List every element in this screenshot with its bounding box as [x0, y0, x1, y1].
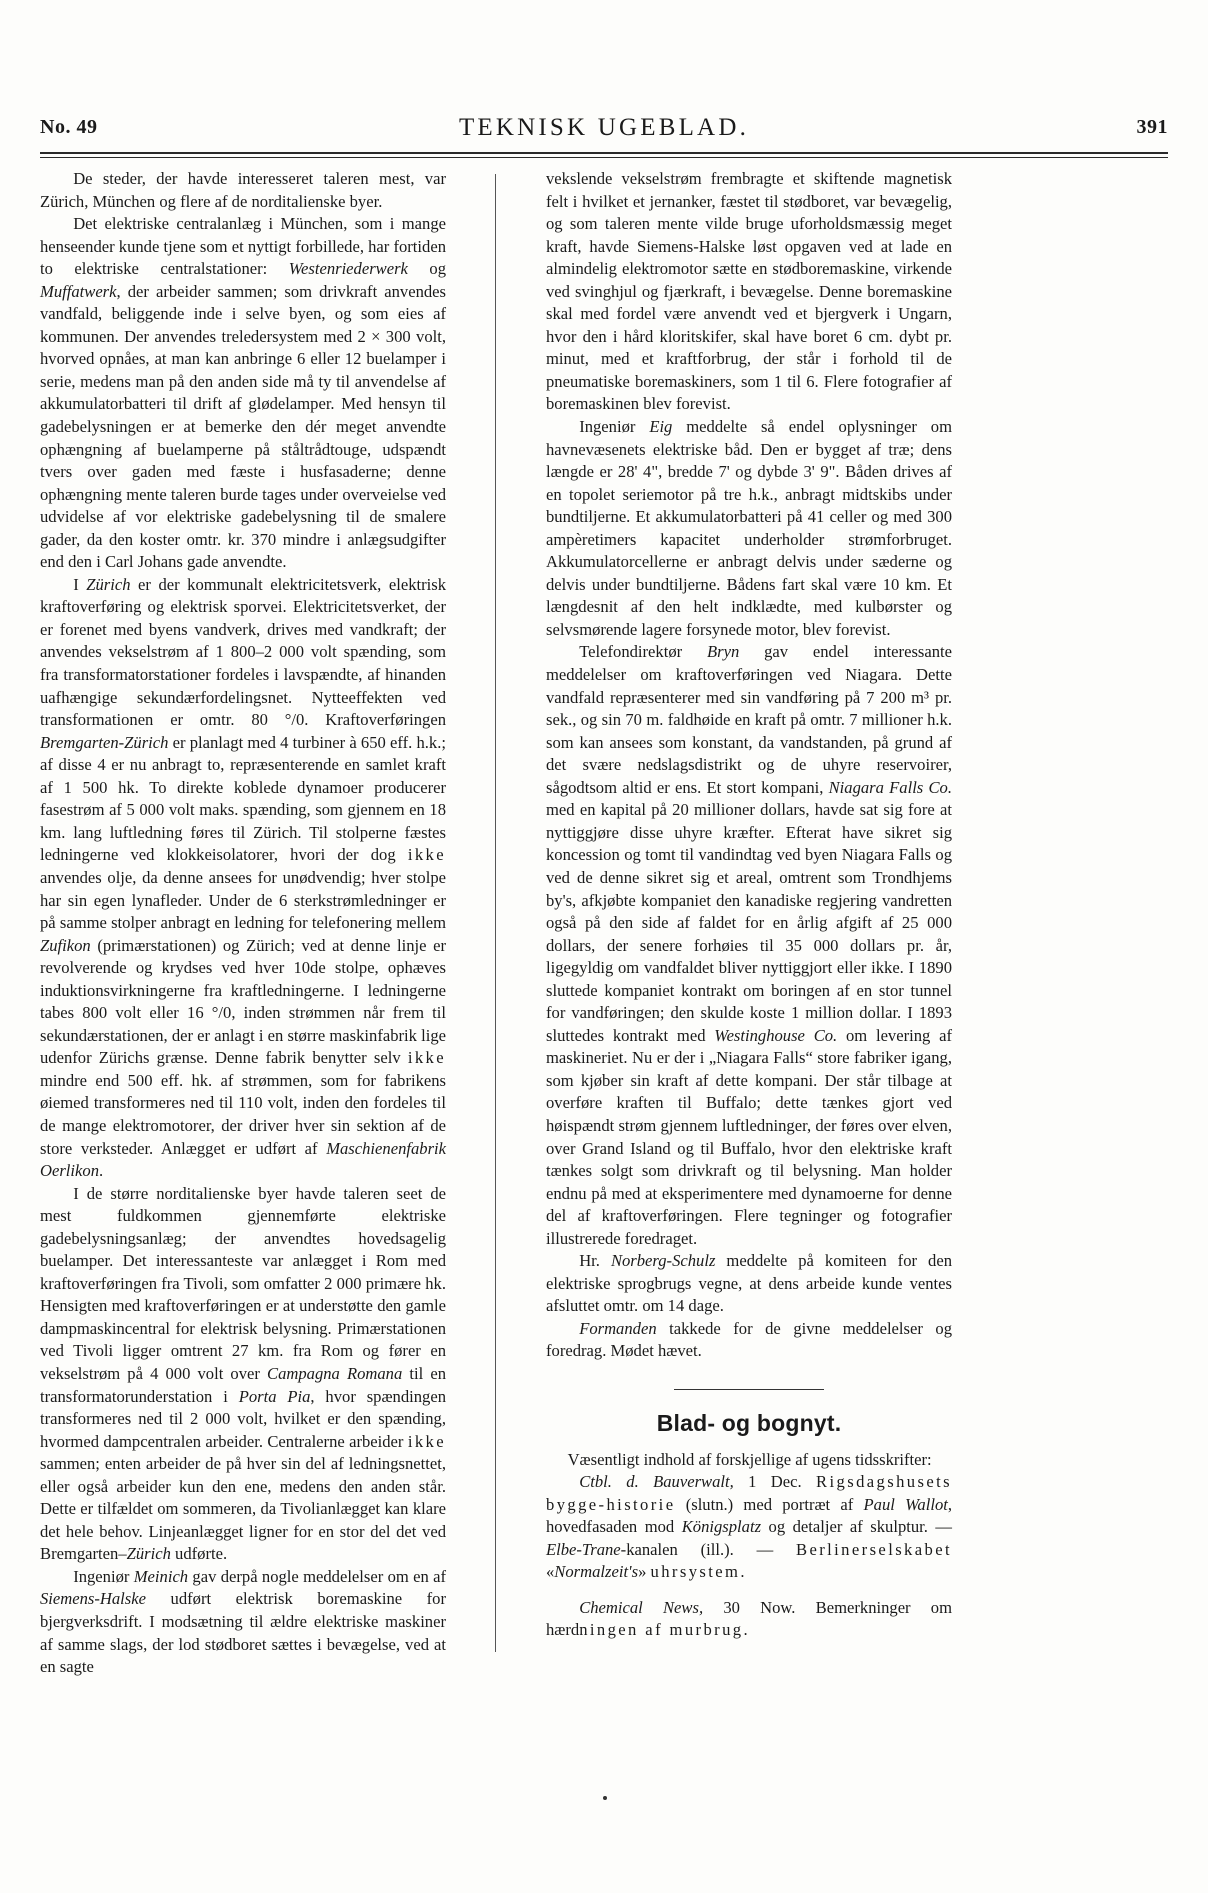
header-rule-thick [40, 152, 1168, 154]
paragraph: De steder, der havde interesseret taleren mest, var Zürich, München og flere af de norditalienske byer. [40, 169, 446, 211]
paragraph: Formanden takkede for de givne meddelelser og foredrag. Mødet hævet. [546, 1318, 952, 1361]
header-rule-thin [40, 157, 1168, 158]
left-column [40, 168, 446, 1679]
issue-number: No. 49 [40, 116, 98, 138]
paragraph: Ingeniør Meinich gav derpå nogle meddelelser om en af Siemens-Halske udført elektrisk boremaskine for bjergverksdrift. I modsætning til ældre elektriske maskiner af samme slags, der lod stødboret sættes i bevægelse, ved at en sagte [40, 1566, 446, 1677]
book-news-entry: Chemical News, 30 Now. Bemerkninger om hærdningen af murbrug. [546, 1597, 952, 1640]
right-column [546, 168, 952, 1642]
paragraph: Hr. Norberg-Schulz meddelte på komiteen for den elektriske sprogbrugs vegne, at dens arbeide kunde ventes afsluttet omtr. om 14 dage. [546, 1251, 952, 1316]
column-divider [495, 174, 496, 1652]
paragraph: vekslende vekselstrøm frembragte et skiftende magnetisk felt i hvilket et jernanker, fæstet til stødboret, var bevægelig, og som taleren mente vilde bruge uforholdsmæssig meget kraft, havde Siemens-Halske løst opgaven ved at lade en almindelig elektromotor sætte en stødboremaskine, virkende ved svinghjul og fjærkraft, i bevægelse. Denne boremaskine skal med fordel være anvendt ved et bjergverk i Ungarn, hvor den i hård kloritskifer, skal have boret 6 cm. dybt pr. minut, med et kraftforbrug, der står i forhold til de pneumatiske boremaskiners, som 1 til 6. Flere fotografier af boremaskinen blev forevist. [546, 169, 952, 414]
entry-gap [546, 1584, 952, 1597]
book-news-heading: Blad- og bognyt. [656, 1409, 842, 1436]
running-head [40, 116, 1168, 150]
book-news-entry: Ctbl. d. Bauverwalt, 1 Dec. Rigsdagshusets bygge-historie (slutn.) med portræt af Paul Wallot, hovedfasaden mod Königsplatz og detaljer af skulptur. — Elbe-Trane-kanalen (ill.). — Berlinerselskabet «Normalzeit's» uhrsystem. [546, 1472, 953, 1582]
paragraph: Telefondirektør Bryn gav endel interessante meddelelser om kraftoverføringen ved Niagara. Dette vandfald repræsenterer med sin vandføring på 7 200 m³ pr. sek., og sin 70 m. faldhøide en kraft på omtr. 7 millioner h.k. som kan ansees som konstant, da vandstanden, på grund af det svære nedslagsdistrikt og de uhyre reservoirer, sågodtsom altid er ens. Et stort kompani, Niagara Falls Co. med en kapital på 20 millioner dollars, havde sat sig fore at nyttiggjøre disse uhyre kræfter. Efterat have sikret sig koncession og tomt til vandindtag ved byen Niagara Falls og ved de denne sikret sig et areal, omtrent som Trondhjems by's, afkjøbte kompaniet den kanadiske regjering vandretten også på den side af faldet for en årlig afgift af 25 000 dollars, der senere forhøies til 35 000 dollars pr. år, ligegyldig om vandfaldet bliver nyttiggjort eller ikke. I 1890 sluttede kompaniet kontrakt om boringen af en stor tunnel for vandføringen; den skulde koste 1 million dollar. I 1893 sluttedes kontrakt med Westinghouse Co. om levering af maskineriet. Nu er der i „Niagara Falls“ store fabriker igang, som kjøber sin kraft af dette kompani. Der står tilbage at overføre kraften til Buffalo; dette tænkes gjort ved høispændt strøm gjennem luftledninger, der føres over elven, over Grand Island og til Buffalo, hvor den elektriske kraft tænkes solgt som drivkraft og til belysning. Man holder endnu på med at eksperimentere med dynamoerne for denne del af kraftoverføringen. Flere tegninger og fotografier illustrerede foredraget. [546, 642, 952, 1248]
paragraph: I de større norditalienske byer havde taleren seet de mest fuldkommen gjennemførte elektriske gadebelysningsanlæg; der anvendtes hovedsagelig buelamper. Det interessanteste var anlægget i Rom med kraftoverføringen fra Tivoli, som omfatter 2 000 primære hk. Hensigten med kraftoverføringen er at understøtte den gamle dampmaskincentral for elektrisk belysning. Primærstationen ved Tivoli ligger omtrent 27 km. fra Rom og fører en vekselstrøm på 4 000 volt over Campagna Romana til en transformatorunderstation i Porta Pia, hvor spændingen transformeres ned til 2 000 volt, hvilket er den spænding, hvormed dampcentralen arbeider. Centralerne arbeider ikke sammen; enten arbeider de på hver sin del af ledningsnettet, eller også arbeider kun den ene, medens den anden står. Dette er tilfældet om sommeren, da Tivolianlægget kan klare det hele behov. Linjeanlægget ligner for en stor del det ved Bremgarten–Zürich udførte. [40, 1183, 446, 1564]
paragraph: I Zürich er der kommunalt elektricitetsverk, elektrisk kraftoverføring og elektrisk sporvei. Elektricitetsverket, der er forenet med byens vandverk, drives med vandkraft; der anvendes vekselstrøm af 1 800–2 000 volt spænding, som fra transformatorstationer fordeles i lavspændte, af hinanden uafhængige sekundærfordelingsnet. Nytteeffekten ved transformationen er omtr. 80 °/0. Kraftoverføringen Bremgarten-Zürich er planlagt med 4 turbiner à 650 eff. h.k.; af disse 4 er nu anbragt to, repræsenterende en samlet kraft af 1 500 hk. To direkte koblede dynamoer producerer fasestrøm af 5 000 volt maks. spænding, som gjennem en 18 km. lang luftledning føres til Zürich. Til stolperne fæstes ledningerne ved klokkeisolatorer, hvori der dog ikke anvendes olje, da denne ansees for unødvendig; hver stolpe har sin egen lynafleder. Under de 6 sterkstrømledninger er på samme stolper anbragt en ledning for telefonering mellem Zufikon (primærstationen) og Zürich; ved at denne linje er revolverende og krydses ved hver 10de stolpe, ophæves induktionsvirkningerne fra kraftledningerne. I ledningerne tabes 800 volt eller 16 °/0, inden strømmen når frem til sekundærstationen, der er anlagt i en større maskinfabrik lige udenfor Zürichs grænse. Denne fabrik benytter selv ikke mindre end 500 eff. hk. af strømmen, som for fabrikens øiemed transformeres ned til 110 volt, inden den fordeles til de mange elektromotorer, der driver hver sin sektion af de store verksteder. Anlægget er udført af Maschienenfabrik Oerlikon. [40, 574, 446, 1181]
body-columns [40, 168, 1168, 1677]
header-rule [40, 152, 1168, 158]
journal-title: TEKNISK UGEBLAD. [458, 114, 750, 141]
footer-dot [603, 1796, 607, 1800]
page-number: 391 [1136, 116, 1168, 138]
book-news-intro: Væsentligt indhold af forskjellige af ugens tidsskrifter: [567, 1449, 932, 1469]
paragraph: Det elektriske centralanlæg i München, som i mange henseender kunde tjene som et nyttigt forbillede, har fortiden to elektriske centralstationer: Westenriederwerk og Muffatwerk, der arbeider sammen; som drivkraft anvendes vandfald, beliggende inde i selve byen, og som eies af kommunen. Der anvendes treledersystem med 2 × 300 volt, hvorved opnåes, at man kan anbringe 6 eller 12 buelamper i serie, medens man på den anden side må ty til anvendelse af akkumulatorbatteri til drift af glødelamper. Med hensyn til gadebelysningen er at bemerke den dér meget anvendte ophængning af buelamperne på ståltrådtouge, udspændt tvers over gaden med fæste i husfasaderne; denne ophængning mente taleren burde tages under overveielse ved udvidelse af vor elektriske gadebelysning til de smalere gader, da den koster omtr. kr. 370 mindre i anlægsudgifter end den i Carl Johans gade anvendte. [40, 214, 446, 572]
paragraph: Ingeniør Eig meddelte så endel oplysninger om havnevæsenets elektriske båd. Den er bygget af træ; dens længde er 28' 4", bredde 7' og dybde 3' 9". Båden drives af en topolet seriemotor på tre h.k., anbragt midtskibs under bundtiljerne. Et akkumulatorbatteri på 41 celler og med 300 ampèretimers kapacitet underholder strømforbruget. Akkumulatorcellerne er anbragt delvis under sæderne og delvis under bundtiljerne. Bådens fart skal være 10 km. Et længdesnit af den helt indklædte, med kulbørster og selvsmørende lagere forsynede motor, blev forevist. [546, 417, 952, 639]
section-separator-rule [674, 1389, 824, 1390]
